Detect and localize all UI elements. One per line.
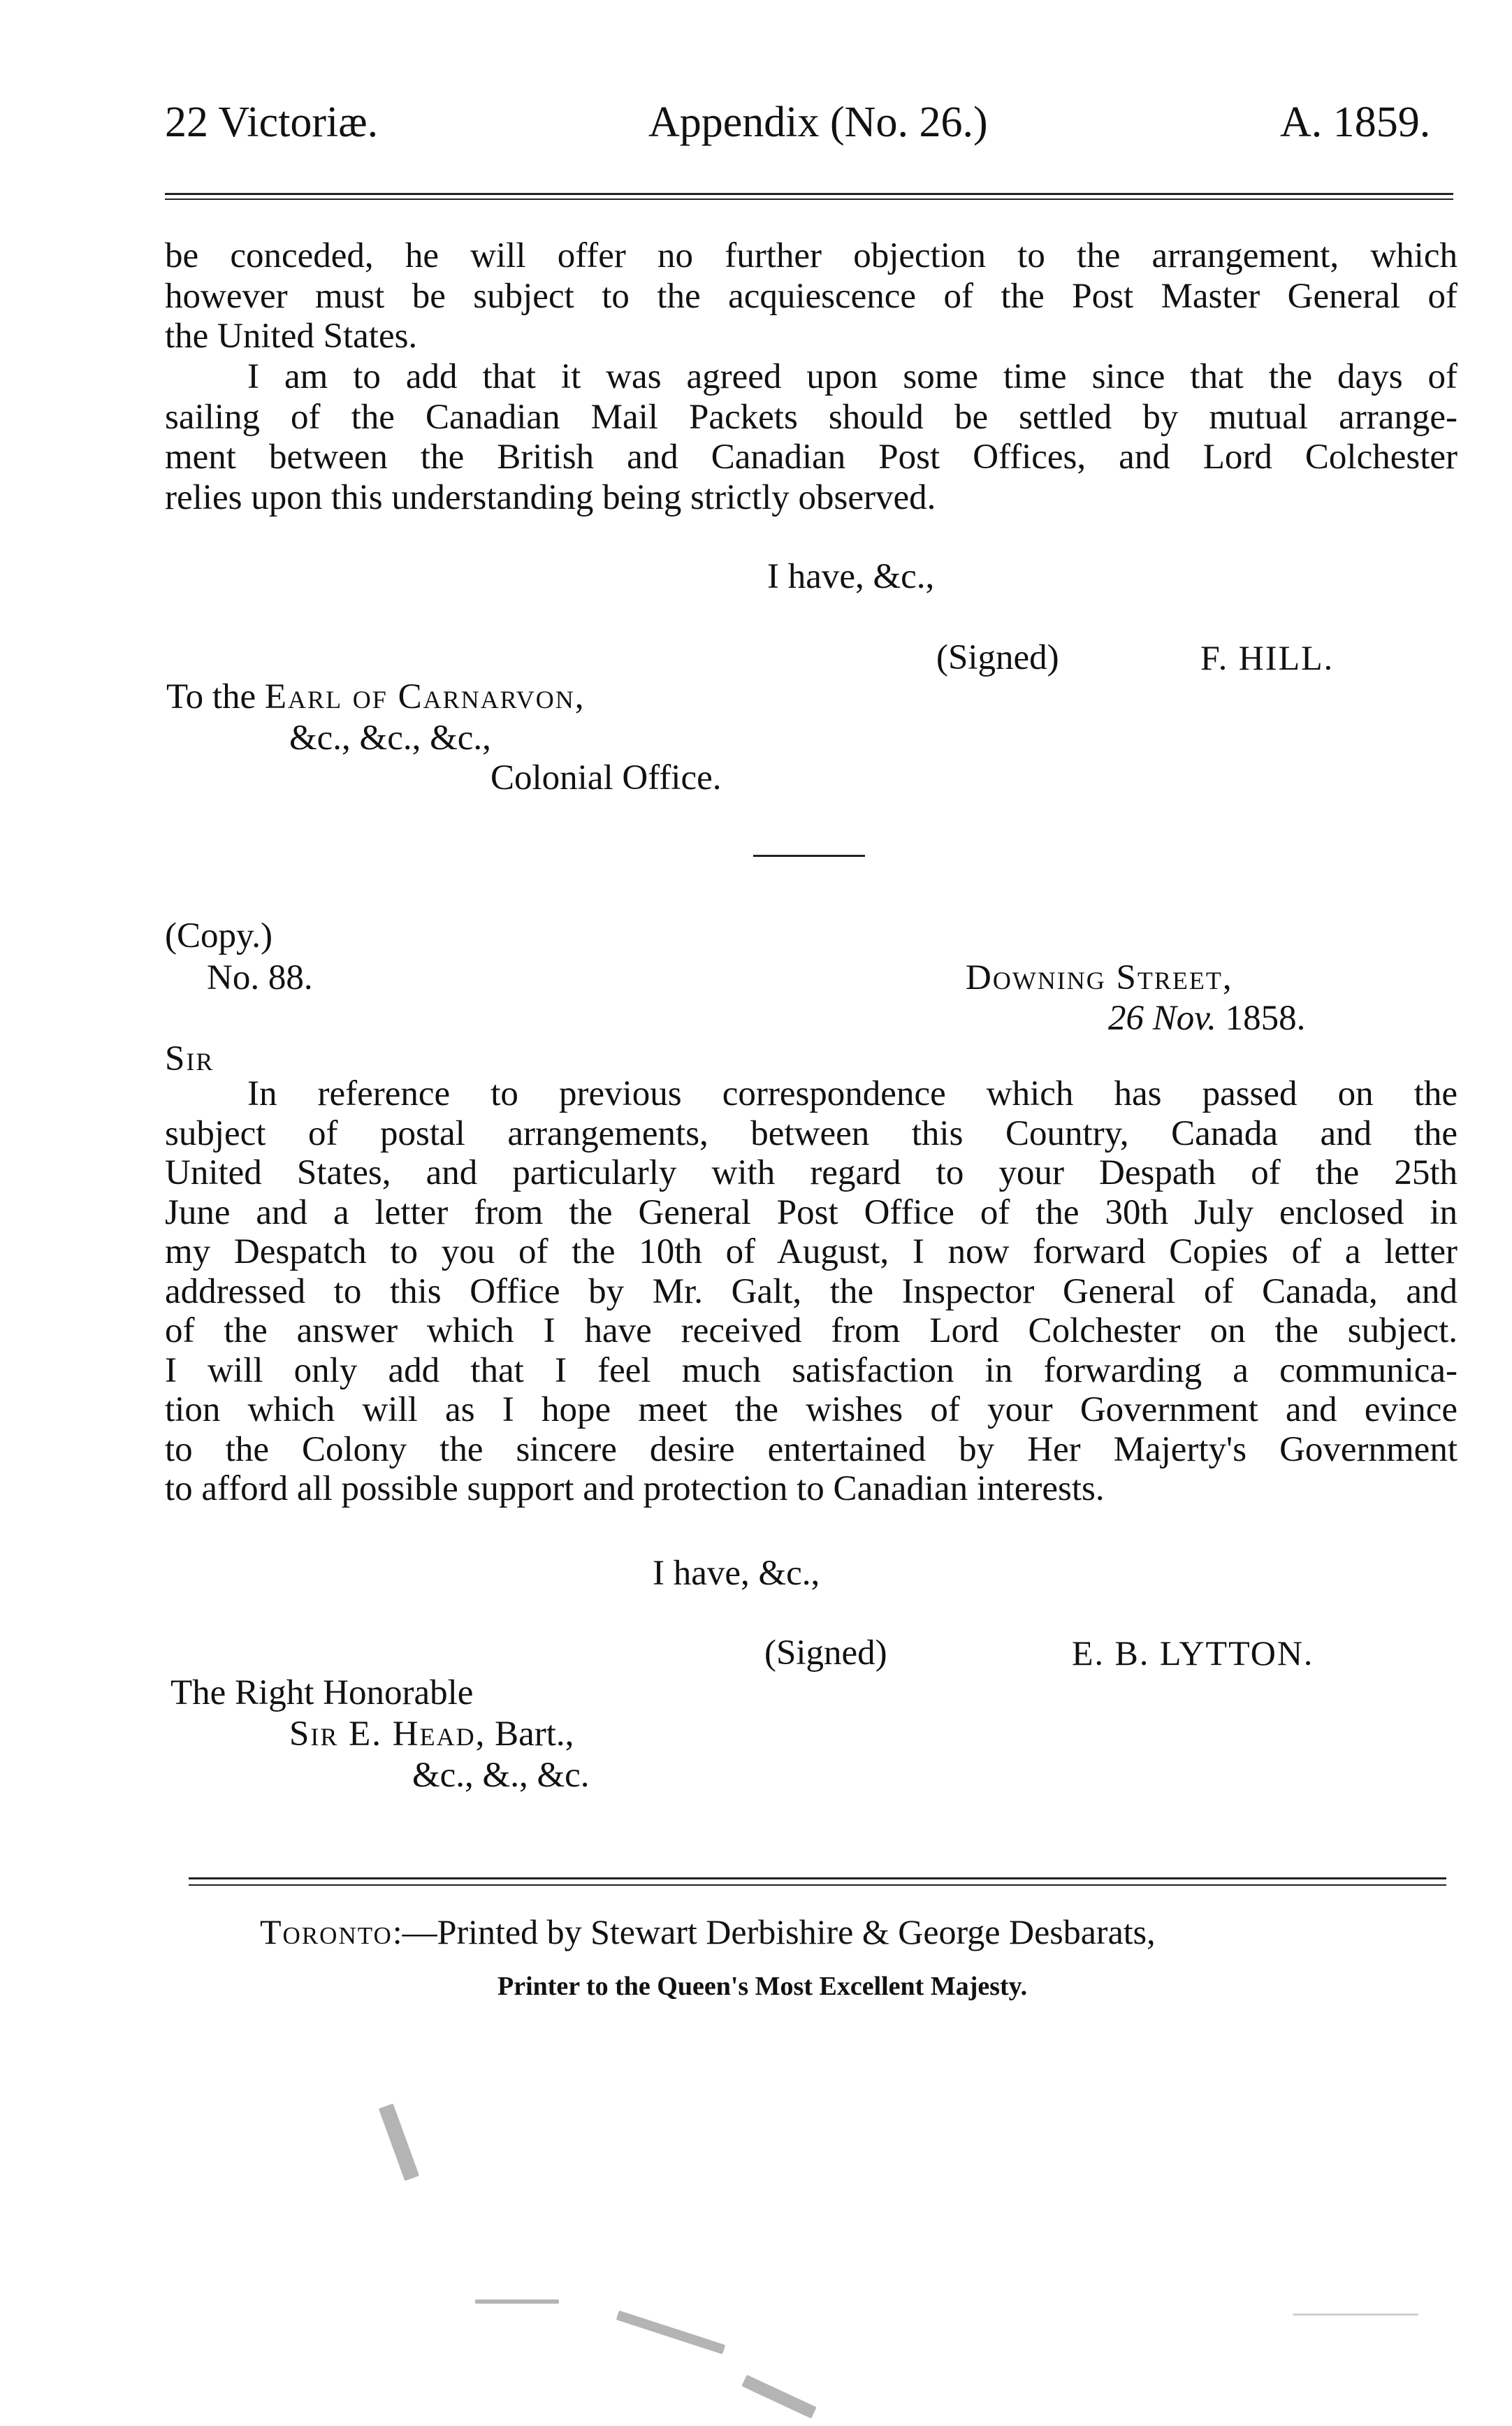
letter1-signature: F. HILL. — [1200, 638, 1335, 677]
letter1-addressee-line1 — [166, 677, 585, 717]
text-line: relies upon this understanding being strictly observed. — [165, 477, 936, 517]
running-header-right: A. 1859. — [1280, 99, 1431, 146]
running-header-left: 22 Victoriæ. — [165, 99, 379, 146]
text-line: tion which will as I hope meet the wishes of your Government and evince — [165, 1390, 1458, 1429]
printer-imprint — [260, 1912, 1156, 1952]
addressee-prefix: To the — [166, 677, 256, 716]
letter2-signature: E. B. LYTTON. — [1072, 1633, 1314, 1673]
imprint-place: Toronto — [260, 1912, 393, 1951]
letter2-addressee-line1: The Right Honorable — [170, 1673, 474, 1712]
letter2-salutation: Sir — [165, 1039, 215, 1078]
scan-smudge — [475, 2299, 559, 2304]
letter2-number: No. 88. — [207, 958, 313, 997]
text-line: addressed to this Office by Mr. Galt, the Inspector General of Canada, and — [165, 1271, 1458, 1311]
letter2-closing: I have, &c., — [653, 1554, 820, 1593]
text-line: be conceded, he will offer no further objection to the arrangement, which — [165, 236, 1458, 275]
running-header-center: Appendix (No. 26.) — [648, 99, 988, 146]
text-line: the United States. — [165, 317, 418, 356]
addressee-name: Earl of Carnarvon, — [264, 677, 586, 716]
letter2-place: Downing Street, — [966, 958, 1233, 997]
text-line: ment between the British and Canadian Post Offices, and Lord Colchester — [165, 438, 1458, 477]
letter1-paragraph1 — [165, 236, 1458, 357]
date-year: 1858. — [1225, 999, 1306, 1038]
letter2-addressee-line2 — [289, 1714, 574, 1754]
letter1-addressee-line2: &c., &c., &c., — [289, 719, 491, 758]
scan-smudge — [1293, 2313, 1418, 2316]
letter1-paragraph2 — [165, 357, 1458, 518]
printer-title: Printer to the Queen's Most Excellent Majesty. — [497, 1972, 1028, 2001]
text-line: my Despatch to you of the 10th of August, I now forward Copies of a letter — [165, 1232, 1458, 1271]
letter2-addressee-line3: &c., &., &c. — [412, 1756, 590, 1795]
letter1-addressee-line3: Colonial Office. — [490, 758, 722, 797]
text-line: of the answer which I have received from Lord Colchester on the subject. — [165, 1311, 1458, 1350]
letter2-date — [1108, 998, 1305, 1039]
date-month: Nov. — [1152, 999, 1216, 1038]
letter2-copy-label: (Copy.) — [165, 916, 272, 955]
text-line: I will only add that I feel much satisfaction in forwarding a communica- — [165, 1350, 1458, 1390]
section-divider — [753, 855, 865, 857]
text-line: however must be subject to the acquiescence of the Post Master General of — [165, 276, 1458, 316]
imprint-printed-by: :—Printed by Stewart Derbishire & George Desbarats, — [392, 1912, 1156, 1951]
scan-smudge — [616, 2311, 725, 2355]
scan-smudge — [741, 2375, 816, 2419]
footer-rule-top — [189, 1877, 1446, 1879]
text-line: I am to add that it was agreed upon some time since that the days of — [247, 357, 1458, 396]
text-line: United States, and particularly with regard to your Despath of the 25th — [165, 1153, 1458, 1192]
header-rule-bottom — [165, 198, 1453, 200]
letter1-signed: (Signed) — [936, 638, 1059, 677]
date-day: 26 — [1108, 999, 1144, 1038]
text-line: In reference to previous correspondence which has passed on the — [247, 1074, 1458, 1113]
addressee-name: Sir E. Head, — [289, 1714, 486, 1754]
text-line: June and a letter from the General Post Office of the 30th July enclosed in — [165, 1192, 1458, 1232]
letter1-closing: I have, &c., — [767, 557, 935, 596]
footer-rule-bottom — [189, 1884, 1446, 1886]
letter2-signed: (Signed) — [764, 1633, 887, 1673]
text-line: sailing of the Canadian Mail Packets should be settled by mutual arrange- — [165, 397, 1458, 437]
text-line: to afford all possible support and protection to Canadian interests. — [165, 1469, 1105, 1508]
addressee-suffix: Bart., — [495, 1714, 574, 1754]
header-rule-top — [165, 193, 1453, 195]
text-line: to the Colony the sincere desire entertained by Her Majerty's Government — [165, 1429, 1458, 1469]
letter2-body — [165, 1074, 1458, 1509]
text-line: subject of postal arrangements, between this Country, Canada and the — [165, 1113, 1458, 1153]
scan-smudge — [379, 2104, 419, 2181]
